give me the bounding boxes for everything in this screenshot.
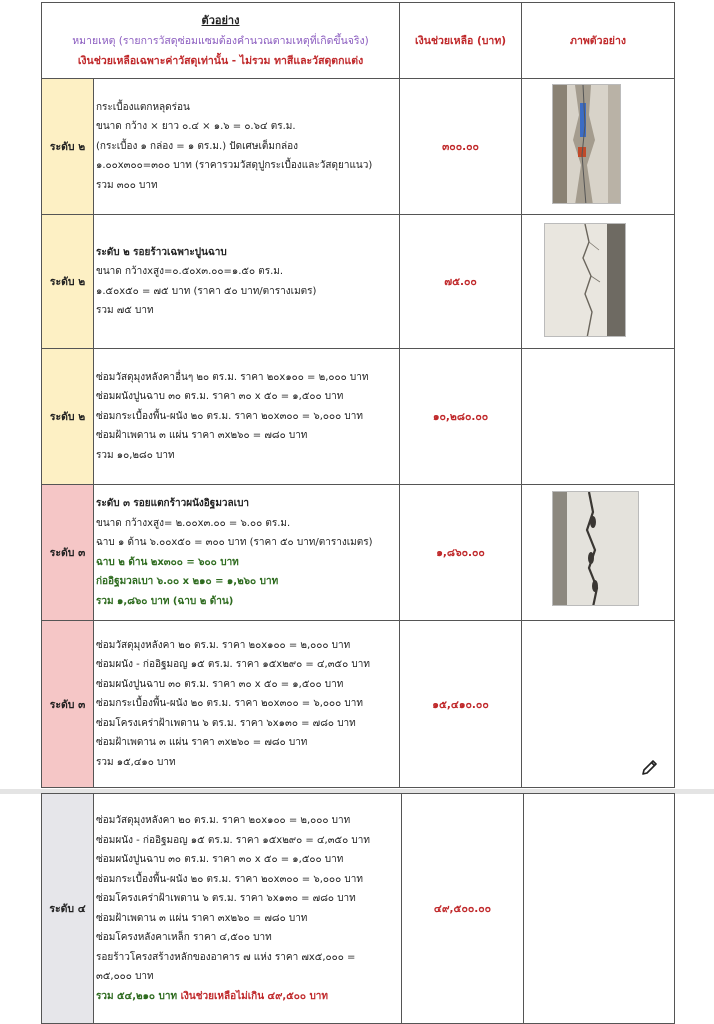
amount-cell: ๑๐,๒๘๐.๐๐	[400, 349, 522, 485]
photo-plaster-crack	[544, 223, 626, 337]
description-cell	[94, 794, 402, 1024]
description-cell	[94, 215, 400, 349]
description-line: รอยร้าวโครงสร้างหลักของอาคาร ๗ แห่ง ราคา ๗x๕,๐๐๐ =	[96, 951, 356, 963]
level-cell: ระดับ ๒	[42, 215, 94, 349]
image-cell	[522, 485, 675, 621]
photo-block-wall-crack	[552, 491, 639, 606]
table-row	[42, 349, 675, 485]
block-wall-crack-image	[553, 492, 639, 606]
table-row	[42, 215, 675, 349]
table-row	[42, 79, 675, 215]
description-line: รวม ๗๕ บาท	[96, 305, 154, 316]
level-cell: ระดับ ๓	[42, 485, 94, 621]
description-line: ขนาด กว้างxสูง=๐.๕๐x๓.๐๐=๑.๕๐ ตร.ม.	[96, 266, 284, 277]
description-line: (กระเบื้อง ๑ กล่อง = ๑ ตร.ม.) ปัดเศษเต็มกล่อง	[96, 140, 299, 152]
description-line: ซ่อมผนัง - ก่ออิฐมอญ ๑๕ ตร.ม. ราคา ๑๕x๒๙๐ = ๔,๓๕๐ บาท	[96, 659, 370, 671]
image-cell	[522, 621, 675, 788]
description-line: ซ่อมผนัง - ก่ออิฐมอญ ๑๕ ตร.ม. ราคา ๑๕x๒๙๐ = ๔,๓๕๐ บาท	[96, 834, 370, 846]
description-line: รวม ๑๐,๒๘๐ บาท	[96, 449, 175, 461]
table-header-row	[42, 3, 675, 79]
description-line: ๑.๕๐x๕๐ = ๗๕ บาท (ราคา ๕๐ บาท/ตารางเมตร)	[96, 285, 317, 297]
description-line: ซ่อมโครงหลังคาเหล็ก ราคา ๔,๕๐๐ บาท	[96, 932, 272, 943]
description-line: ขนาด กว้าง × ยาว ๐.๔ × ๑.๖ = ๐.๖๔ ตร.ม.	[96, 121, 296, 133]
level-cell: ระดับ ๒	[42, 79, 94, 215]
description-line: ระดับ ๒ รอยร้าวเฉพาะปูนฉาบ	[96, 246, 227, 258]
description-line: รวม ๑๕,๔๑๐ บาท	[96, 756, 176, 768]
table-row	[42, 621, 675, 788]
level-cell: ระดับ ๔	[42, 794, 94, 1024]
plaster-crack-image	[545, 224, 626, 337]
description-line: ซ่อมกระเบื้องพื้น-ผนัง ๒๐ ตร.ม. ราคา ๒๐x๓๐๐ = ๖,๐๐๐ บาท	[96, 873, 363, 885]
photo-tile-damage	[552, 84, 621, 204]
header-title: ตัวอย่าง	[201, 13, 240, 27]
description-line: ซ่อมกระเบื้องพื้น-ผนัง ๒๐ ตร.ม. ราคา ๒๐x๓๐๐ = ๖,๐๐๐ บาท	[96, 410, 363, 422]
description-line: ฉาบ ๒ ด้าน ๒x๓๐๐ = ๖๐๐ บาท	[96, 556, 239, 568]
total-suffix: เงินช่วยเหลือไม่เกิน ๔๙,๕๐๐ บาท	[180, 990, 329, 1002]
description-line: รวม ๑,๘๖๐ บาท (ฉาบ ๒ ด้าน)	[96, 595, 234, 607]
header-warning: เงินช่วยเหลือเฉพาะค่าวัสดุเท่านั้น - ไม่รวม ทาสีและวัสดุตกแต่ง	[77, 54, 364, 67]
description-cell	[94, 79, 400, 215]
image-cell	[522, 79, 675, 215]
description-cell	[94, 621, 400, 788]
image-cell	[522, 349, 675, 485]
description-cell	[94, 349, 400, 485]
header-cell	[42, 3, 400, 79]
table-row	[42, 485, 675, 621]
description-line: ซ่อมโครงเคร่าฝ้าเพดาน ๖ ตร.ม. ราคา ๖x๑๓๐ = ๗๘๐ บาท	[96, 717, 356, 729]
description-line: กระเบื้องแตกหลุดร่อน	[96, 101, 190, 113]
description-line: ซ่อมวัสดุมุงหลังคาอื่นๆ ๒๐ ตร.ม. ราคา ๒๐x๑๐๐ = ๒,๐๐๐ บาท	[96, 371, 369, 383]
description-line: ซ่อมผนังปูนฉาบ ๓๐ ตร.ม. ราคา ๓๐ x ๕๐ = ๑,๕๐๐ บาท	[96, 391, 344, 403]
amount-cell: ๗๕.๐๐	[400, 215, 522, 349]
description-line: ขนาด กว้างxสูง= ๒.๐๐x๓.๐๐ = ๖.๐๐ ตร.ม.	[96, 517, 291, 529]
assistance-table	[41, 2, 675, 788]
description-line: ซ่อมฝ้าเพดาน ๓ แผ่น ราคา ๓x๒๖๐ = ๗๘๐ บาท	[96, 430, 308, 442]
header-note: หมายเหตุ (รายการวัสดุซ่อมแซมต้องคำนวณตามเหตุที่เกิดขึ้นจริง)	[72, 34, 369, 47]
table-row	[42, 794, 675, 1024]
description-line: ซ่อมกระเบื้องพื้น-ผนัง ๒๐ ตร.ม. ราคา ๒๐x๓๐๐ = ๖,๐๐๐ บาท	[96, 698, 363, 710]
description-line: ฉาบ ๑ ด้าน ๖.๐๐x๕๐ = ๓๐๐ บาท (ราคา ๕๐ บาท/ตารางเมตร)	[96, 537, 373, 548]
description-line: ซ่อมผนังปูนฉาบ ๓๐ ตร.ม. ราคา ๓๐ x ๕๐ = ๑,๕๐๐ บาท	[96, 678, 344, 690]
description-line: รวม ๓๐๐ บาท	[96, 179, 158, 191]
description-cell	[94, 485, 400, 621]
column-header-amount: เงินช่วยเหลือ (บาท)	[400, 3, 522, 79]
image-cell	[524, 794, 675, 1024]
total-prefix: รวม ๕๔,๒๑๐ บาท	[96, 990, 181, 1002]
tile-damage-image	[553, 85, 621, 204]
amount-cell: ๑๕,๔๑๐.๐๐	[400, 621, 522, 788]
description-line: ซ่อมฝ้าเพดาน ๓ แผ่น ราคา ๓x๒๖๐ = ๗๘๐ บาท	[96, 737, 308, 749]
description-line: ระดับ ๓ รอยแตกร้าวผนังอิฐมวลเบา	[96, 498, 250, 509]
pencil-icon[interactable]	[640, 757, 660, 777]
amount-cell: ๑,๘๖๐.๐๐	[400, 485, 522, 621]
description-line: ๑.๐๐x๓๐๐=๓๐๐ บาท (ราคารวมวัสดุปูกระเบื้องและวัสดุยาแนว)	[96, 160, 373, 172]
column-header-image: ภาพตัวอย่าง	[522, 3, 675, 79]
amount-cell: ๓๐๐.๐๐	[400, 79, 522, 215]
image-cell	[522, 215, 675, 349]
description-line: ก่ออิฐมวลเบา ๖.๐๐ x ๒๑๐ = ๑,๒๖๐ บาท	[96, 576, 279, 587]
description-line: ๓๕,๐๐๐ บาท	[96, 971, 154, 982]
level-cell: ระดับ ๓	[42, 621, 94, 788]
description-line: ซ่อมผนังปูนฉาบ ๓๐ ตร.ม. ราคา ๓๐ x ๕๐ = ๑,๕๐๐ บาท	[96, 854, 344, 865]
total-line	[96, 987, 399, 1007]
description-line: ซ่อมฝ้าเพดาน ๓ แผ่น ราคา ๓x๒๖๐ = ๗๘๐ บาท	[96, 912, 308, 924]
description-line: ซ่อมวัสดุมุงหลังคา ๒๐ ตร.ม. ราคา ๒๐x๑๐๐ = ๒,๐๐๐ บาท	[96, 815, 351, 826]
amount-cell: ๔๙,๕๐๐.๐๐	[402, 794, 524, 1024]
level-cell: ระดับ ๒	[42, 349, 94, 485]
description-line: ซ่อมโครงเคร่าฝ้าเพดาน ๖ ตร.ม. ราคา ๖x๑๓๐ = ๗๘๐ บาท	[96, 893, 356, 904]
description-line: ซ่อมวัสดุมุงหลังคา ๒๐ ตร.ม. ราคา ๒๐x๑๐๐ = ๒,๐๐๐ บาท	[96, 639, 351, 651]
assistance-table-continued	[41, 793, 675, 1024]
